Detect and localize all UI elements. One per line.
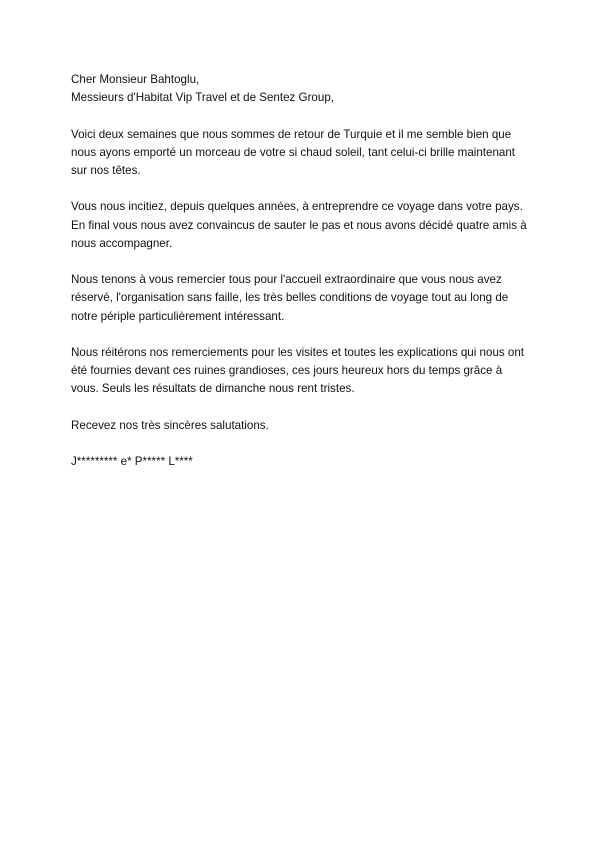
signature: J********* e* P***** L**** (71, 455, 193, 469)
salutation-line-2: Messieurs d'Habitat Vip Travel et de Sentez Group, (71, 91, 334, 105)
paragraph-return-from-turkey: Voici deux semaines que nous sommes de retour de Turquie et il me semble bien que nous ayons emporté un morceau de votre si chaud soleil, tant celui-ci brille maintenant sur nos têtes. (71, 127, 516, 177)
paragraph-thanks-visits: Nous réitérons nos remerciements pour les visites et toutes les explications qui nous ont été fournies devant ces ruines grandioses, ces jours heureux hors du temps grâce à vous. Seuls les résultats de dimanche nous rent tristes. (71, 345, 525, 396)
letter-page (71, 71, 533, 471)
letter-salutation (71, 71, 533, 107)
paragraph-thanks-welcome: Nous tenons à vous remercier tous pour l'accueil extraordinaire que vous nous avez réservé, l'organisation sans faille, les très belles conditions de voyage tout au long de notre périple particulièrement intéressant. (71, 273, 509, 323)
paragraph-encouragement: Vous nous incitiez, depuis quelques années, à entreprendre ce voyage dans votre pays. En final vous nous avez convaincus de sauter le pas et nous avons décidé quatre amis à nous accompagner. (71, 200, 527, 250)
salutation-line-1: Cher Monsieur Bahtoglu, (71, 73, 200, 86)
paragraph-closing: Recevez nos très sincères salutations. (71, 418, 269, 432)
